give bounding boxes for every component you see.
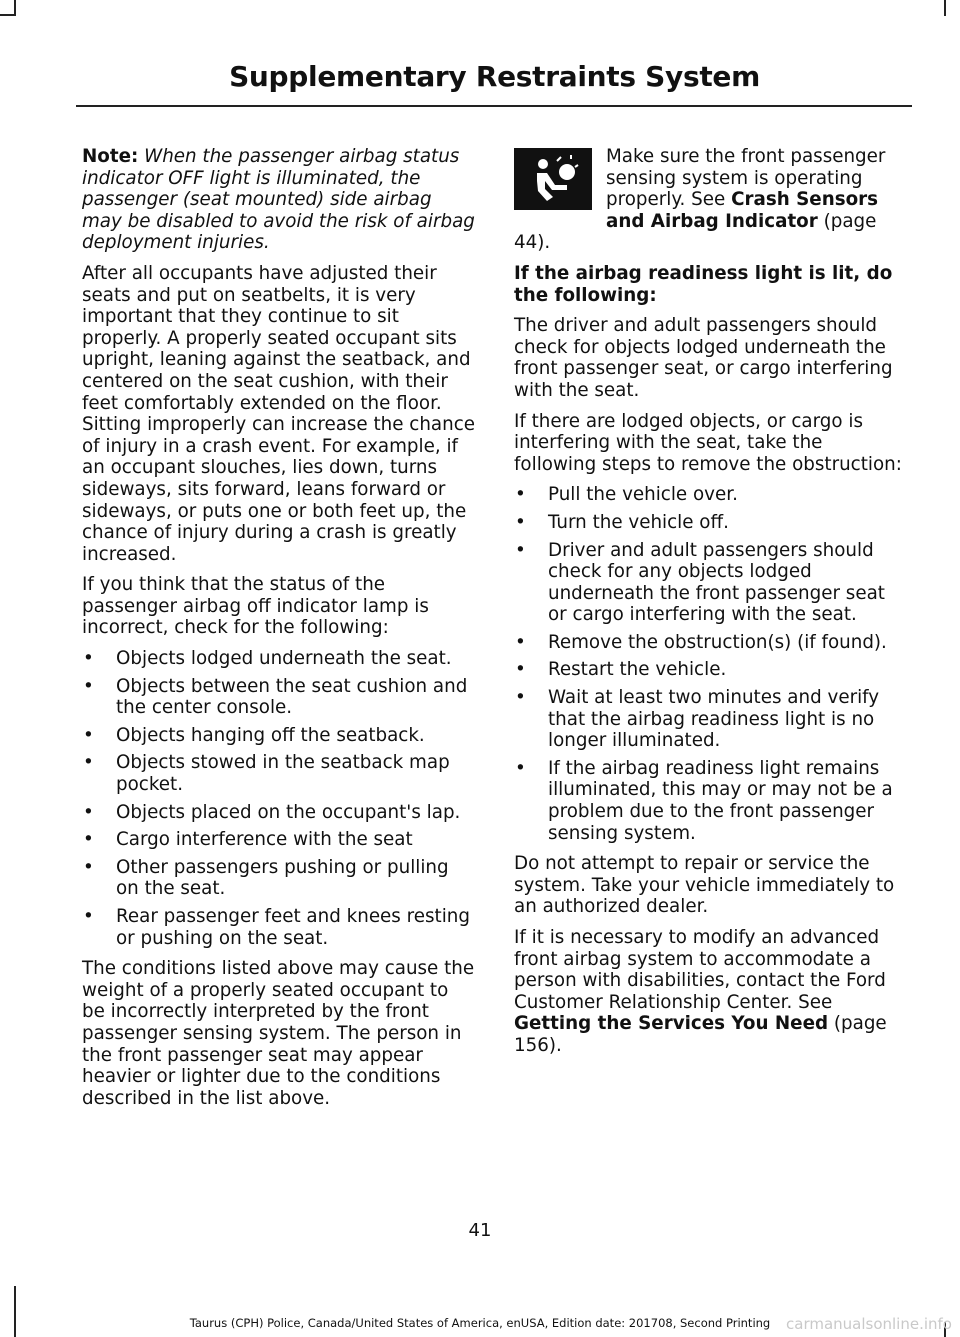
section-heading: If the airbag readiness light is lit, do the following: [514,262,893,306]
list-item: • Driver and adult passengers should check for any objects lodged underneath the front passenger seat or cargo interfering with the seat. [515,539,885,626]
list-item: • Objects between the seat cushion and the center console. [83,675,468,719]
bullet-icon: • [83,648,94,670]
note-paragraph [82,146,476,254]
list-item: • Restart the vehicle. [515,659,727,681]
crop-mark-top-right [944,0,946,16]
left-paragraph-3: The conditions listed above may cause the weight of a properly seated occupant to be incorrectly interpreted by the front passenger sensing system. The person in the front passenger seat may appear heavier or lighter due to the conditions described in the list above. [82,958,475,1109]
para4-text: If it is necessary to modify an advanced front airbag system to accommodate a person with disabilities, contact the Ford Customer Relationship Center. See [514,927,886,1013]
para4-page-ref: (page 156). [514,1013,887,1056]
airbag-warning-icon [514,148,592,210]
intro-page-ref: (page 44). [514,210,877,254]
list-item: • Wait at least two minutes and verify that the airbag readiness light is no longer illuminated. [515,687,880,752]
right-column [514,146,908,1066]
bullet-icon: • [83,856,94,878]
left-paragraph-1: After all occupants have adjusted their seats and put on seatbelts, it is very important that they continue to sit properly. A properly seated occupant sits upright, leaning against the seatback, and centered on the seat cushion, with their feet comfortably extended on the floor. Sitting improperly can increase the chance of injury in a crash event. For example, if an occupant slouches, lies down, turns sideways, sits forward, leans forward or sideways, or puts one or both feet up, the chance of injury during a crash is greatly increased. [82,262,476,565]
right-bullet-list [514,484,908,844]
bullet-icon: • [83,829,94,851]
bullet-icon: • [83,906,94,927]
bullet-icon: • [515,539,526,561]
crash-sensors-link[interactable]: Crash Sensors and Airbag Indicator [606,189,879,232]
bullet-icon: • [515,484,526,506]
services-link[interactable]: Getting the Services You Need [514,1013,829,1035]
watermark: carmanualsonline.info [786,1315,952,1333]
list-item: • Cargo interference with the seat [83,829,413,851]
page-header-title: Supplementary Restraints System [229,60,760,93]
left-paragraph-2: If you think that the status of the passenger airbag off indicator lamp is incorrect, check for the following: [82,574,429,639]
note-label: Note: [82,146,139,167]
left-bullet-list [82,648,476,949]
list-item: • Pull the vehicle over. [515,484,738,506]
bullet-icon: • [83,801,94,823]
list-item: • Objects lodged underneath the seat. [83,648,452,670]
list-item: • If the airbag readiness light remains illuminated, this may or may not be a problem due to the front passenger sensing system. [515,757,893,844]
intro-text: Make sure the front passenger sensing system is operating properly. See [606,146,886,211]
list-item: • Other passengers pushing or pulling on the seat. [83,856,449,900]
bullet-icon: • [515,687,526,709]
left-column [82,146,476,1118]
bullet-icon: • [515,757,526,779]
bullet-icon: • [83,724,94,746]
edition-footer: Taurus (CPH) Police, Canada/United States of America, enUSA, Edition date: 201708, Second Printing [189,1316,771,1330]
crop-mark-top-left-h [0,14,16,16]
right-paragraph-1: The driver and adult passengers should check for objects lodged underneath the front passenger seat, or cargo interfering with the seat. [514,315,893,401]
bullet-icon: • [515,511,526,533]
list-item: • Objects stowed in the seatback map pocket. [83,752,450,796]
list-item: • Remove the obstruction(s) (if found). [515,631,887,653]
header-divider [76,105,912,107]
bullet-icon: • [515,631,526,653]
list-item: • Turn the vehicle off. [515,511,729,533]
bullet-icon: • [515,659,526,681]
bullet-icon: • [83,675,94,697]
right-paragraph-3: Do not attempt to repair or service the system. Take your vehicle immediately to an authorized dealer. [514,853,895,918]
right-paragraph-2: If there are lodged objects, or cargo is interfering with the seat, take the following steps to remove the obstruction: [514,410,902,475]
bullet-icon: • [83,752,94,774]
page-number: 41 [468,1220,492,1241]
list-item: • Rear passenger feet and knees resting or pushing on the seat. [83,906,470,949]
note-text: When the passenger airbag status indicator OFF light is illuminated, the passenger (seat mounted) side airbag may be disabled to avoid the risk of airbag deployment injuries. [82,146,475,254]
list-item: • Objects placed on the occupant's lap. [83,801,461,823]
list-item: • Objects hanging off the seatback. [83,724,425,746]
right-paragraph-4 [514,927,908,1057]
intro-paragraph [514,146,908,254]
